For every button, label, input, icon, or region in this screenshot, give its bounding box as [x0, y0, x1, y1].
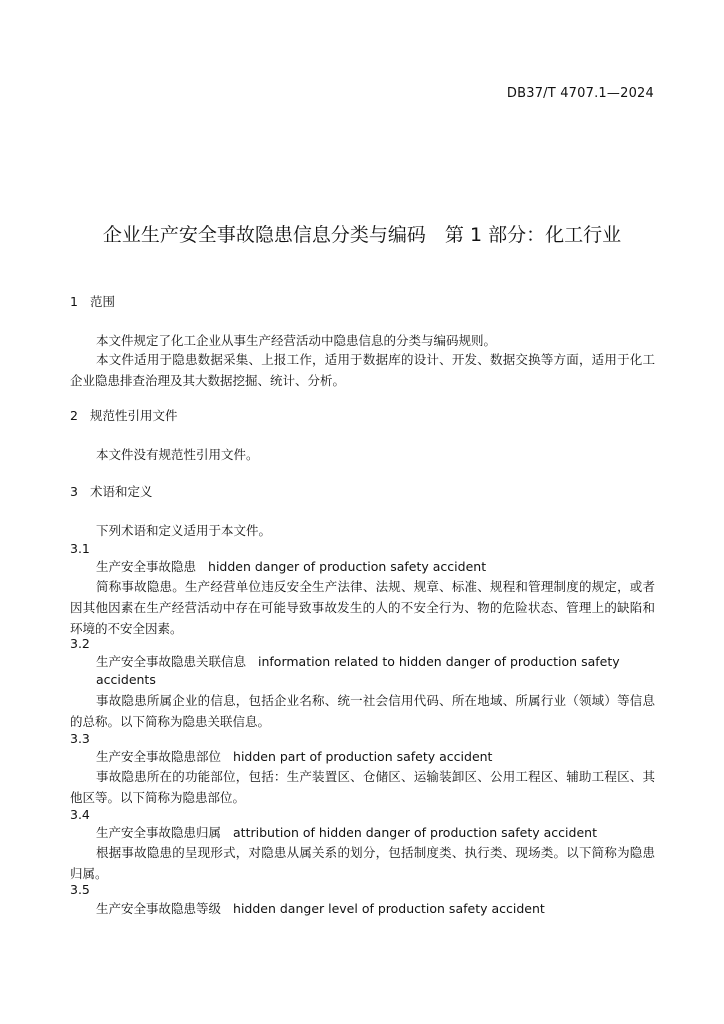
term-entry: [96, 558, 656, 576]
term-en: information related to hidden danger of production safety accidents: [96, 654, 620, 687]
term-entry: [96, 900, 656, 918]
term-en: attribution of hidden danger of production safety accident: [233, 825, 597, 840]
term-zh: 生产安全事故隐患等级: [96, 901, 222, 916]
paragraph: 本文件规定了化工企业从事生产经营活动中隐患信息的分类与编码规则。: [96, 333, 497, 348]
term-entry: [96, 653, 656, 689]
paragraph: 本文件没有规范性引用文件。: [96, 447, 259, 462]
paragraph: 下列术语和定义适用于本文件。: [96, 523, 272, 538]
clause-number: 3.4: [70, 807, 90, 822]
clause-number: 3.3: [70, 731, 90, 746]
term-definition: 事故隐患所在的功能部位，包括：生产装置区、仓储区、运输装卸区、公用工程区、辅助工程区、其他区等。以下简称为隐患部位。: [70, 769, 655, 805]
term-zh: 生产安全事故隐患关联信息: [96, 654, 247, 669]
section-number: 1: [70, 294, 78, 309]
term-en: hidden part of production safety accident: [233, 749, 493, 764]
section-title: 术语和定义: [90, 484, 153, 499]
section-heading-scope: [70, 293, 115, 311]
section-title: 范围: [90, 294, 116, 309]
clause-number: 3.1: [70, 541, 90, 556]
section-heading-normative-references: [70, 407, 178, 425]
term-definition: 事故隐患所属企业的信息，包括企业名称、统一社会信用代码、所在地域、所属行业（领域）等信息的总称。以下简称为隐患关联信息。: [70, 693, 655, 729]
term-entry: [96, 824, 656, 842]
section-number: 2: [70, 408, 78, 423]
section-number: 3: [70, 484, 78, 499]
clause-number: 3.5: [70, 882, 90, 897]
document-title: 企业生产安全事故隐患信息分类与编码 第 1 部分：化工行业: [102, 224, 622, 246]
term-zh: 生产安全事故隐患部位: [96, 749, 222, 764]
document-code: DB37/T 4707.1—2024: [506, 86, 654, 101]
section-title: 规范性引用文件: [90, 408, 178, 423]
term-en: hidden danger level of production safety accident: [233, 901, 545, 916]
term-en: hidden danger of production safety accident: [208, 559, 487, 574]
clause-number: 3.2: [70, 636, 90, 651]
term-definition: 简称事故隐患。生产经营单位违反安全生产法律、法规、规章、标准、规程和管理制度的规定，或者因其他因素在生产经营活动中存在可能导致事故发生的人的不安全行为、物的危险状态、管理上的缺陷和环境的不安全因素。: [70, 579, 655, 636]
term-zh: 生产安全事故隐患归属: [96, 825, 222, 840]
section-heading-terms: [70, 483, 153, 501]
term-zh: 生产安全事故隐患: [96, 559, 197, 574]
term-entry: [96, 748, 656, 766]
term-definition: 根据事故隐患的呈现形式，对隐患从属关系的划分，包括制度类、执行类、现场类。以下简称为隐患归属。: [70, 845, 655, 881]
paragraph: 本文件适用于隐患数据采集、上报工作，适用于数据库的设计、开发、数据交换等方面，适用于化工企业隐患排查治理及其大数据挖掘、统计、分析。: [70, 352, 655, 388]
